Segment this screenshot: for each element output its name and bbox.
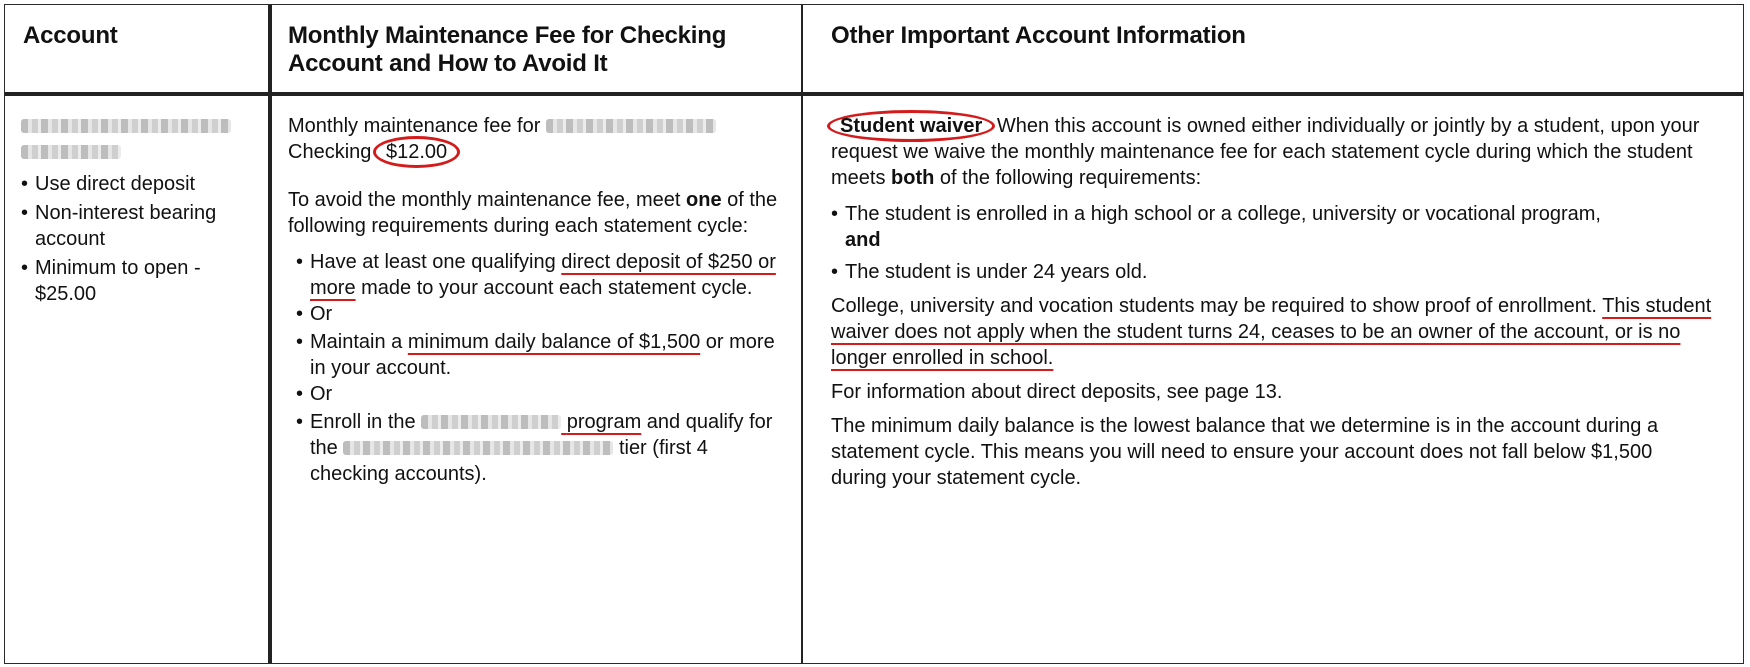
student-waiver-label: Student waiver: [827, 110, 995, 142]
fee-amount: $12.00: [373, 136, 460, 168]
minimum-balance-definition: The minimum daily balance is the lowest balance that we determine is in the account during a statement cycle. This means you will need to ensure your account does not fall below $1,500 during your statement cycle.: [831, 415, 1659, 489]
r3-program-highlight: [421, 411, 641, 433]
fee-cell: [288, 113, 778, 487]
req1-and: and: [845, 229, 881, 251]
proof-text: College, university and vocation students may be required to show proof of enrollment.: [831, 295, 1597, 317]
or-separator: [296, 301, 778, 327]
program-word: program: [566, 411, 642, 433]
account-fee-table: [4, 4, 1744, 664]
direct-deposit-reference: For information about direct deposits, see page 13.: [831, 381, 1283, 403]
redacted-account-name: [546, 119, 716, 133]
checking-label: Checking: [288, 141, 372, 163]
avoid-post: of the following requirements during each statement cycle:: [288, 189, 778, 237]
header-other-info: Other Important Account Information: [831, 22, 1246, 49]
redacted-tier-name: [343, 441, 613, 455]
account-features-list: [21, 171, 261, 307]
r1-post: made to your account each statement cycle.: [361, 277, 753, 299]
requirement-direct-deposit: [296, 249, 778, 301]
r1-highlight: direct deposit of $250 or more: [310, 251, 776, 299]
waiver-bold: both: [891, 167, 935, 189]
fee-intro-text: Monthly maintenance fee for: [288, 115, 541, 137]
account-feature: • Use direct deposit: [21, 171, 261, 197]
waiver-requirements-list: [831, 201, 1713, 285]
requirements-list: [296, 249, 778, 487]
header-monthly-fee: Monthly Maintenance Fee for Checking Account and How to Avoid It: [288, 22, 727, 77]
account-feature: • Non-interest bearing account: [21, 200, 261, 252]
waiver-text-post: of the following requirements:: [939, 167, 1202, 189]
waiver-requirement-age: • The student is under 24 years old.: [831, 259, 1713, 285]
avoid-bold: one: [686, 189, 722, 211]
redacted-account-name: [21, 113, 261, 165]
waiver-text: When this account is owned either individually or jointly by a student, upon your request we waive the monthly maintenance fee for each statement cycle during which the student meets: [831, 115, 1700, 189]
redacted-program-name: [421, 415, 561, 429]
account-cell: [21, 113, 261, 307]
r1-pre: Have at least one qualifying: [310, 251, 556, 273]
req1-text: The student is enrolled in a high school or a college, university or vocational program,: [845, 203, 1601, 225]
header-divider: [5, 92, 1743, 96]
column-divider-1: [268, 5, 272, 663]
or-separator: [296, 381, 778, 407]
requirement-enroll-program: [296, 409, 778, 487]
r3-mid: and qualify for the: [310, 411, 773, 459]
r2-post: or more in your account.: [310, 331, 775, 379]
avoid-pre: To avoid the monthly maintenance fee, meet: [288, 189, 681, 211]
column-divider-2: [801, 5, 803, 663]
r3-post: tier (first 4 checking accounts).: [310, 437, 708, 485]
requirement-min-balance: [296, 329, 778, 381]
info-cell: [831, 113, 1713, 491]
student-waiver-paragraph: [831, 113, 1713, 191]
header-account: Account: [23, 22, 118, 49]
avoid-fee-text: [288, 187, 778, 239]
r2-highlight: minimum daily balance of $1,500: [407, 331, 701, 353]
proof-paragraph: [831, 293, 1713, 371]
account-feature: • Minimum to open - $25.00: [21, 255, 261, 307]
r3-pre: Enroll in the: [310, 411, 416, 433]
fee-intro: [288, 113, 778, 165]
or-text: Or: [310, 303, 333, 325]
r2-pre: Maintain a: [310, 331, 403, 353]
proof-highlight: This student waiver does not apply when the student turns 24, ceases to be an owner of the account, or is no longer enrolled in school.: [831, 295, 1712, 369]
or-text: Or: [310, 383, 333, 405]
waiver-requirement-enrolled: [831, 201, 1713, 253]
